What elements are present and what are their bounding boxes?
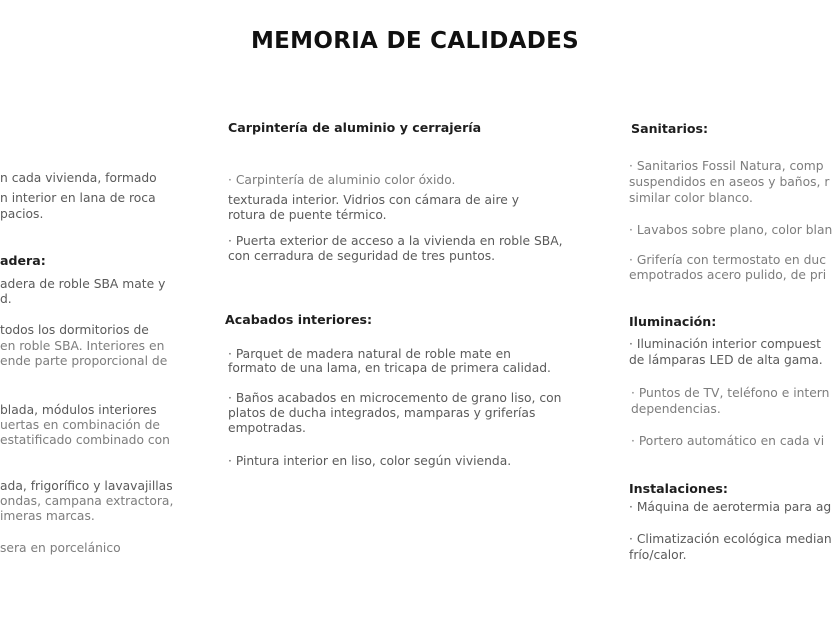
griferia-line: · Grifería con termostato en duc bbox=[629, 253, 826, 267]
left-text-line: n cada vivienda, formado bbox=[0, 171, 157, 185]
section-heading-iluminacion: Iluminación: bbox=[629, 314, 717, 329]
climatizacion-line: · Climatización ecológica median bbox=[629, 532, 832, 546]
left-text-line: ada, frigorífico y lavavajillas bbox=[0, 479, 173, 493]
griferia-line: empotrados acero pulido, de pri bbox=[629, 268, 827, 282]
section-heading-sanitarios: Sanitarios: bbox=[631, 121, 709, 136]
left-text-line: en roble SBA. Interiores en bbox=[0, 339, 165, 353]
left-text-line: d. bbox=[0, 292, 12, 306]
pintura-line: · Pintura interior en liso, color según vivienda. bbox=[228, 454, 512, 468]
parquet-line: formato de una lama, en tricapa de primera calidad. bbox=[228, 361, 551, 375]
iluminacion-line: de lámparas LED de alta gama. bbox=[629, 353, 823, 367]
iluminacion-line: · Iluminación interior compuest bbox=[629, 337, 821, 351]
lavabos-line: · Lavabos sobre plano, color blan bbox=[629, 223, 833, 237]
aerotermia-line: · Máquina de aerotermia para ag bbox=[629, 500, 832, 514]
left-text-line: blada, módulos interiores bbox=[0, 403, 157, 417]
carpinteria-line: rotura de puente térmico. bbox=[228, 208, 387, 222]
puerta-line: con cerradura de seguridad de tres puntos. bbox=[228, 249, 496, 263]
parquet-line: · Parquet de madera natural de roble mate en bbox=[228, 347, 511, 361]
left-text-line: imeras marcas. bbox=[0, 509, 95, 523]
left-text-line: uertas en combinación de bbox=[0, 418, 160, 432]
left-text-line: estatificado combinado con bbox=[0, 433, 170, 447]
left-text-line: ondas, campana extractora, bbox=[0, 494, 174, 508]
left-text-line: adera de roble SBA mate y bbox=[0, 277, 166, 291]
sanitarios-line: similar color blanco. bbox=[629, 191, 753, 205]
puntos-line: dependencias. bbox=[631, 402, 721, 416]
page-title: MEMORIA DE CALIDADES bbox=[250, 28, 580, 54]
puntos-line: · Puntos de TV, teléfono e intern bbox=[631, 386, 830, 400]
carpinteria-line: texturada interior. Vidrios con cámara de aire y bbox=[228, 193, 519, 207]
section-heading-instalaciones: Instalaciones: bbox=[629, 481, 728, 496]
banos-line: · Baños acabados en microcemento de grano liso, con bbox=[228, 391, 562, 405]
left-text-line: pacios. bbox=[0, 207, 44, 221]
sanitarios-line: suspendidos en aseos y baños, r bbox=[629, 175, 830, 189]
banos-line: empotradas. bbox=[228, 421, 306, 435]
climatizacion-line: frío/calor. bbox=[629, 548, 687, 562]
section-heading-carpinteria: Carpintería de aluminio y cerrajería bbox=[228, 120, 482, 135]
carpinteria-line: · Carpintería de aluminio color óxido. bbox=[228, 173, 456, 187]
sanitarios-line: · Sanitarios Fossil Natura, comp bbox=[629, 159, 824, 173]
left-text-line: n interior en lana de roca bbox=[0, 191, 156, 205]
left-text-line: todos los dormitorios de bbox=[0, 323, 149, 337]
left-section-heading: adera: bbox=[0, 253, 46, 268]
left-text-line: sera en porcelánico bbox=[0, 541, 121, 555]
puerta-line: · Puerta exterior de acceso a la vivienda en roble SBA, bbox=[228, 234, 563, 248]
section-heading-acabados: Acabados interiores: bbox=[225, 312, 373, 327]
banos-line: platos de ducha integrados, mamparas y griferías bbox=[228, 406, 536, 420]
left-text-line: ende parte proporcional de bbox=[0, 354, 168, 368]
portero-line: · Portero automático en cada vi bbox=[631, 434, 825, 448]
